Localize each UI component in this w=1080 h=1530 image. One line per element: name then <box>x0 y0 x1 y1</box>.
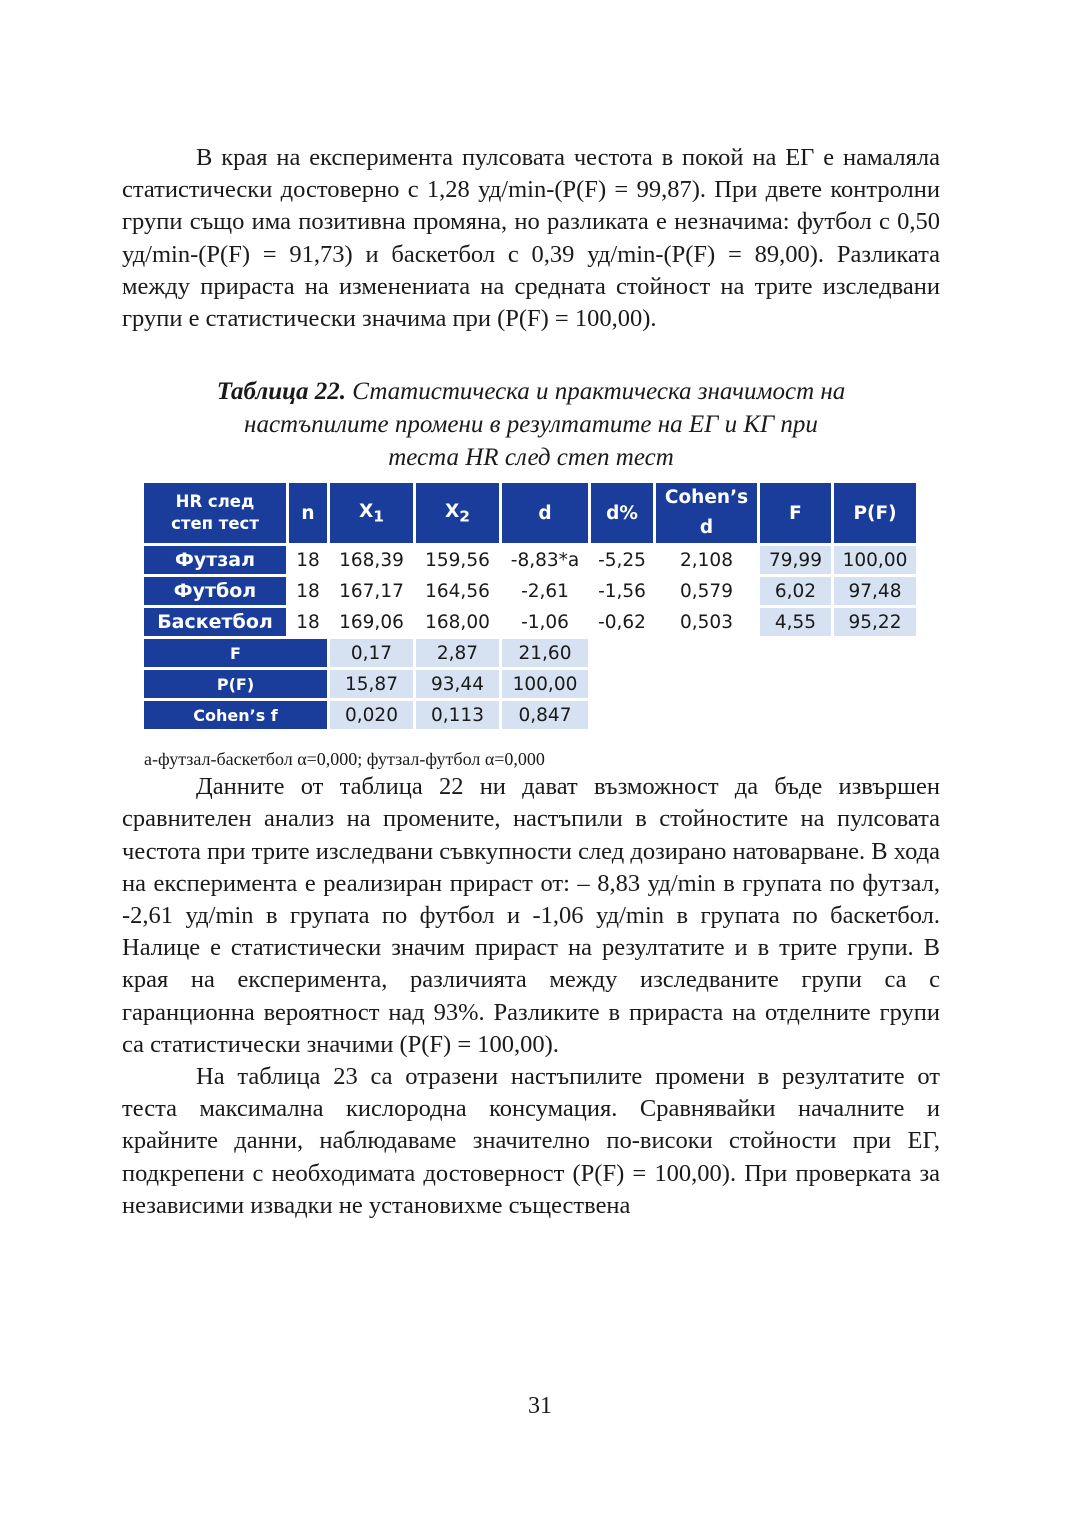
cell-pf: 97,48 <box>834 577 916 605</box>
cell-dpct: -0,62 <box>591 608 653 636</box>
table-row-basketball <box>144 608 916 636</box>
cell-x1: 168,39 <box>330 546 413 574</box>
stat-label-pf: P(F) <box>144 670 327 698</box>
header-x1 <box>330 483 413 543</box>
header-x2-sub: 2 <box>459 507 470 526</box>
row-label-basketball: Баскетбол <box>144 608 286 636</box>
header-hr-label <box>144 483 286 543</box>
cell-cohen-d: 0,503 <box>656 608 757 636</box>
row-label-football: Футбол <box>144 577 286 605</box>
paragraph-2: Данните от таблица 22 ни дават възможност да бъде извършен сравнителен анализ на промените, настъпили в стойностите на пулсовата честота при трите изследвани съвкупности след дозирано натоварване. В хода на експеримента е реализиран прираст от: – 8,83 уд/min в групата по футзал, -2,61 уд/min в групата по футбол и -1,06 уд/min в групата по баскетбол. Налице е статистически значим прираст на резултатите и в трите групи. В края на експеримента, различията между изследваните групи са с гаранционна вероятност над 93%. Разликите в прираста на отделните групи са статистически значими (P(F) = 100,00). <box>122 773 940 1058</box>
stat-empty <box>591 670 916 698</box>
table-stat-row-cohen-f <box>144 701 916 729</box>
cell-n: 18 <box>289 608 327 636</box>
cell-d: -1,06 <box>502 608 588 636</box>
table-stat-row-f <box>144 639 916 667</box>
stat-cell-x2: 93,44 <box>416 670 499 698</box>
stat-cell-d: 21,60 <box>502 639 588 667</box>
row-label-futsal: Футзал <box>144 546 286 574</box>
header-x2 <box>416 483 499 543</box>
caption-label: Таблица 22. <box>216 378 347 406</box>
paragraph-1: В края на експеримента пулсовата честота в покой на ЕГ е намаляла статистически достоверно с 1,28 уд/min-(P(F) = 99,87). При двете контролни групи също има позитивна промяна, но разликата е незначима: футбол с 0,50 уд/min-(P(F) = 91,73) и баскетбол с 0,39 уд/min-(P(F) = 89,00). Разликата между прираста на изменениата на средната стойност на трите изследвани групи е статистически значима при (P(F) = 100,00). <box>122 144 940 333</box>
cell-x1: 169,06 <box>330 608 413 636</box>
page-number: 31 <box>528 1393 552 1419</box>
header-n: n <box>289 483 327 543</box>
cell-cohen-d: 2,108 <box>656 546 757 574</box>
page-content <box>122 142 940 1222</box>
stat-label-cohen-f: Cohen’s f <box>144 701 327 729</box>
table-caption <box>122 375 940 474</box>
caption-line-3: теста HR след степ тест <box>388 444 674 472</box>
stat-cell-x2: 0,113 <box>416 701 499 729</box>
stat-cell-d: 100,00 <box>502 670 588 698</box>
header-cohen-d-line1: Cohen’s <box>664 487 749 509</box>
caption-line-2: настъпилите промени в резултатите на ЕГ и КГ при <box>244 411 818 439</box>
table-note: а-футзал-баскетбол α=0,000; футзал-футбол α=0,000 <box>144 749 545 770</box>
cell-n: 18 <box>289 546 327 574</box>
cell-x2: 164,56 <box>416 577 499 605</box>
stat-cell-d: 0,847 <box>502 701 588 729</box>
table-row-football <box>144 577 916 605</box>
cell-f: 6,02 <box>760 577 831 605</box>
table-row-futsal <box>144 546 916 574</box>
header-hr-line1: HR след <box>175 492 255 512</box>
header-x1-sub: 1 <box>373 507 384 526</box>
cell-cohen-d: 0,579 <box>656 577 757 605</box>
header-pf: P(F) <box>834 483 916 543</box>
stat-cell-x1: 0,17 <box>330 639 413 667</box>
cell-pf: 100,00 <box>834 546 916 574</box>
cell-x2: 159,56 <box>416 546 499 574</box>
header-cohen-d <box>656 483 757 543</box>
cell-pf: 95,22 <box>834 608 916 636</box>
table-header-row <box>144 483 916 543</box>
header-d: d <box>502 483 588 543</box>
stat-label-f: F <box>144 639 327 667</box>
cell-n: 18 <box>289 577 327 605</box>
header-x1-text: X <box>359 500 374 522</box>
paragraph-3: На таблица 23 са отразени настъпилите промени в резултатите от теста максимална кислородна консумация. Сравнявайки началните и крайните данни, наблюдаваме значително по-високи стойности при ЕГ, подкрепени с необходимата достоверност (P(F) = 100,00). При проверката за независими извадки не установихме съществена <box>122 1063 940 1219</box>
stat-cell-x2: 2,87 <box>416 639 499 667</box>
cell-dpct: -5,25 <box>591 546 653 574</box>
cell-f: 4,55 <box>760 608 831 636</box>
header-hr-line2: степ тест <box>171 514 259 534</box>
cell-d: -2,61 <box>502 577 588 605</box>
table-stat-row-pf <box>144 670 916 698</box>
caption-line-1: Статистическа и практическа значимост на <box>346 378 846 406</box>
stat-empty <box>591 701 916 729</box>
stat-empty <box>591 639 916 667</box>
stat-cell-x1: 15,87 <box>330 670 413 698</box>
cell-d: -8,83*a <box>502 546 588 574</box>
stat-cell-x1: 0,020 <box>330 701 413 729</box>
header-dpct: d% <box>591 483 653 543</box>
results-table <box>141 480 919 732</box>
cell-f: 79,99 <box>760 546 831 574</box>
cell-x2: 168,00 <box>416 608 499 636</box>
header-x2-text: X <box>445 500 460 522</box>
header-f: F <box>760 483 831 543</box>
cell-x1: 167,17 <box>330 577 413 605</box>
header-cohen-d-line2: d <box>699 517 714 539</box>
cell-dpct: -1,56 <box>591 577 653 605</box>
